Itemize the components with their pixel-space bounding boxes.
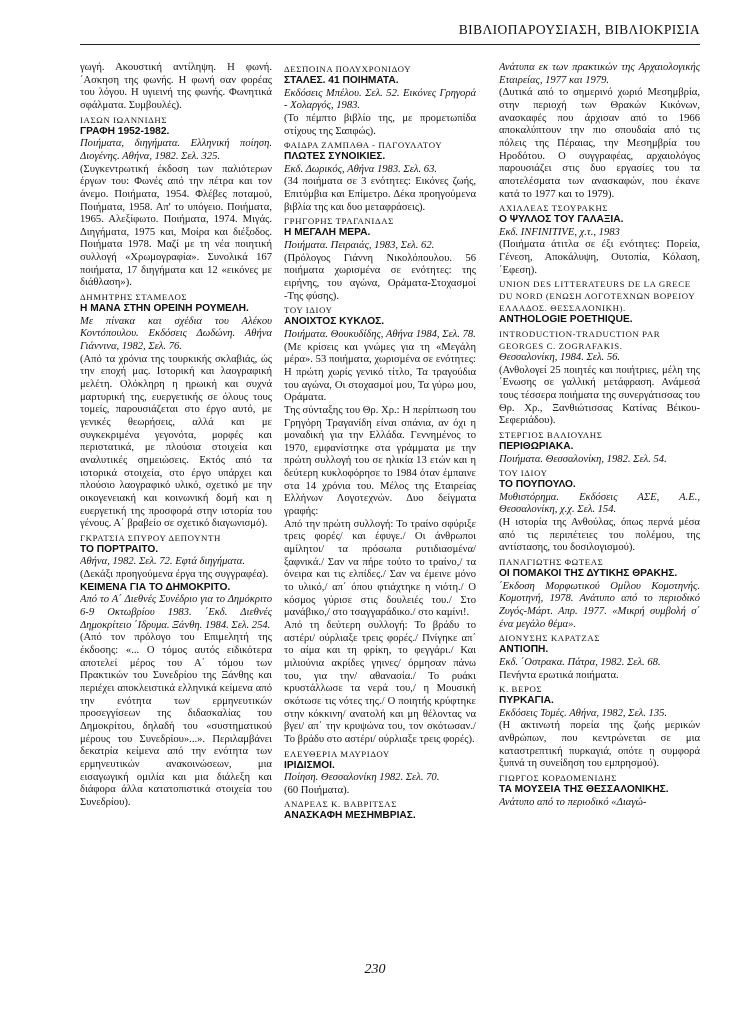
entry-author: ΤΟΥ ΙΔΙΟΥ xyxy=(284,305,333,316)
entry-publication: Ποιήματα. Πειραιάς, 1983, Σελ. 62. xyxy=(284,240,435,252)
entry-author: ΔΕΣΠΟΙΝΑ ΠΟΛΥΧΡΟΝΙΔΟΥ xyxy=(284,64,412,74)
column-2 xyxy=(284,62,476,967)
entry-title: Ο ΨΥΛΛΟΣ ΤΟΥ ΓΑΛΑΞΙΑ. xyxy=(499,214,624,226)
entry-author: ΔΗΜΗΤΡΗΣ ΣΤΑΜΕΛΟΣ xyxy=(80,292,188,303)
header-rule xyxy=(80,44,700,45)
entry-publication: Ανάτυπα εκ των πρακτικών της Αρχαιολογικής Εταιρείας, 1977 και 1979. xyxy=(499,62,700,86)
entry-title: ΙΡΙΔΙΣΜΟΙ. xyxy=(284,759,335,771)
entry-author: ΓΙΩΡΓΟΣ ΚΟΡΔΟΜΕΝΙΔΗΣ xyxy=(499,773,617,784)
entry-description: (Δυτικά από το σημερινό χωριό Μεσημβρία, στην περιοχή των Θρακών Κικόνων, ανασκαφές που άρχισαν από το 1966 αποκαλύπτουν την πιο σπουδαία από τις πόλεις της Πέραιας, την Μεσημβρία του Ηροδότου. Ο συγγραφέας, αρχαιολόγος παρουσιάζει στις δυο εργασίες του τα αποτελέσματα των ανασκαφών, που έκανε κατά το 1977 και το 1979). xyxy=(499,87,700,200)
entry-title: ΠΥΡΚΑΓΙΑ. xyxy=(499,695,554,707)
entry-publication: Αθήνα, 1982. Σελ. 72. Εφτά διηγήματα. xyxy=(80,556,245,568)
entry-description: (Πρόλογος Γιάννη Νικολόπουλου. 56 ποιήματα χωρισμένα σε ενότητες: της ειρήνης, του αγώνα, Οράματα-Στοχασμοί -Της φύσης). xyxy=(284,252,476,302)
entry-publication: Ποίηση. Θεσσαλονίκη 1982. Σελ. 70. xyxy=(284,772,440,784)
entry-description: (34 ποιήματα σε 3 ενότητες: Εικόνες ζωής, Επιτύμβια και Επίμετρο. Δέκα προηγούμενα βιβλία της και δυο μεταφράσεις). xyxy=(284,176,476,213)
entry-author: ΦΑΙΔΡΑ ΖΑΜΠΑΘΑ - ΠΑΓΟΥΛΑΤΟΥ xyxy=(284,140,443,151)
entry-title: ΓΡΑΦΗ 1952-1982. xyxy=(80,125,170,137)
page-number: 230 xyxy=(364,962,386,977)
entry-title: ΑΝΤΙΟΠΗ. xyxy=(499,644,549,656)
entry-publication: Ποιήματα, διηγήματα. Ελληνική ποίηση. Διογένης. Αθήνα, 1982. Σελ. 325. xyxy=(80,138,272,162)
entry-author: UNION DES LITTERATEURS DE LA GRECE DU NORD (ΕΝΩΣΗ ΛΟΓΟΤΕΧΝΩΝ ΒΟΡΕΙΟΥ ΕΛΛΑΔΟΣ. ΘΕΣΣΑΛΟΝΙΚΗ). xyxy=(499,279,695,314)
entry-author: ΑΧΙΛΛΕΑΣ ΤΣΟΥΡΑΚΗΣ xyxy=(499,203,609,214)
entry-author: Κ. ΒΕΡΟΣ xyxy=(499,684,543,695)
entry-publication: ΄Εκδοση Μορφωτικού Ομίλου Κομοτηνής. Κομοτηνή, 1978. Ανάτυπο από το περιοδικό Ζυγός-Μάρτ. Απρ. 1977. «Μικρή συμβολή σ΄ ένα μεγάλο θέμα». xyxy=(499,580,700,630)
entry-title: ΟΙ ΠΟΜΑΚΟΙ ΤΗΣ ΔΥΤΙΚΗΣ ΘΡΑΚΗΣ. xyxy=(499,568,678,580)
entry-description: (Ανθολογεί 25 ποιητές και ποιήτριες, μέλη της ΄Ενωσης σε γαλλική μετάφραση. Ανάμεσά τους τέσσερα ποιήματα της συνεργάτισσας του Θρ. Χρ., Ξανθιώτισσας Κατίνας Βέικου-Σεφεριάδου). xyxy=(499,364,700,427)
entry-title: ΤΟ ΠΟΡΤΡΑΙΤΟ. xyxy=(80,543,159,555)
column-1 xyxy=(80,62,272,967)
entry-description: Της σύνταξης του Θρ. Χρ.: Η περίπτωση του Γρηγόρη Τραγανίδη είναι σπάνια, αν όχι η μοναδική για την Ελλάδα. Γεννημένος το 1970, εμφανίστηκε στα γράμματα με την πρώτη συλλογή του σε ηλικία 13 ετών και η δεύτερη κυκλοφόρησε το 1984 όταν έμπαινε στα 14 χρόνια του. Μέλος της Εταιρείας Ελλήνων Λογοτεχνών. Δυο δείγματα γραφής: xyxy=(284,404,476,518)
entry-publication: Εκδ. ΄Οστρακα. Πάτρα, 1982. Σελ. 68. xyxy=(499,656,661,668)
entry-author: ΙΑΣΩΝ ΙΩΑΝΝΙΔΗΣ xyxy=(80,114,168,125)
entry-title: ΚΕΙΜΕΝΑ ΓΙΑ ΤΟ ΔΗΜΟΚΡΙΤΟ. xyxy=(80,581,231,593)
entry-author: INTRODUCTION-TRADUCTION PAR GEORGES C. ZOGRAFAKIS. xyxy=(499,329,661,352)
entry-author: ΓΚΡΑΤΣΙΑ ΣΠΥΡΟΥ ΔΕΠΟΥΝΤΗ xyxy=(80,532,221,543)
entry-title: ΣΤΑΛΕΣ. 41 ΠΟΙΗΜΑΤΑ. xyxy=(284,75,399,86)
entry-title: ΠΛΩΤΕΣ ΣΥΝΟΙΚΙΕΣ. xyxy=(284,151,386,163)
entry-publication: Θεσσαλονίκη, 1984. Σελ. 56. xyxy=(499,352,621,364)
entry-description: Πενήντα ερωτικά ποιήματα. xyxy=(499,669,619,681)
entry-title: Η ΜΕΓΑΛΗ ΜΕΡΑ. xyxy=(284,227,371,239)
entry-title: ΑΝΑΣΚΑΦΗ ΜΕΣΗΜΒΡΙΑΣ. xyxy=(284,810,416,822)
entry-description: (Το πέμπτο βιβλίο της, με προμετωπίδα στίχους της Σαπφώς). xyxy=(284,112,476,137)
entry-publication: Ανάτυπο από το περιοδικό «Διαγώ- xyxy=(499,796,647,808)
entry-title: Η ΜΑΝΑ ΣΤΗΝ ΟΡΕΙΝΗ ΡΟΥΜΕΛΗ. xyxy=(80,303,249,315)
entry-author: ΔΙΟΝΥΣΗΣ ΚΑΡΑΤΖΑΣ xyxy=(499,633,601,644)
entry-author: ΑΝΔΡΕΑΣ Κ. ΒΑΒΡΙΤΣΑΣ xyxy=(284,799,397,810)
entry-title: ΤΑ ΜΟΥΣΕΙΑ ΤΗΣ ΘΕΣΣΑΛΟΝΙΚΗΣ. xyxy=(499,784,669,796)
entry-publication: Με πίνακα και σχέδια του Αλέκου Κοντόπουλου. Εκδόσεις Δωδώνη. Αθήνα Γιάννινα, 1982, Σελ. 76. xyxy=(80,315,272,352)
entry-publication: Μυθιστόρημα. Εκδόσεις ΑΣΕ, Α.Ε., Θεσσαλονίκη, χ.χ. Σελ. 154. xyxy=(499,491,700,516)
entry-publication: Ποιήματα. Θουκυδίδης, Αθήνα 1984, Σελ. 78. xyxy=(284,328,476,340)
entry-description: Από τη δεύτερη συλλογή: Το βράδυ το αστέρι/ ούρλιαξε τρεις φορές./ Πνίγηκε απ΄ το αίμα και τη φρίκη, το φεγγάρι./ Και μιλιούνια ακρίδες γηινες/ όρμησαν πάνω του, για την/ αθανασία./ Το ρυάκι κρυστάλλωσε τα νερά του,/ η Μουσική σκότωσε τις νότες της./ Ο ποιητής κρύφτηκε στην κόκκινη/ ανατολή και μη θέλοντας να βγει/ απ΄ την κρυψώνα του, τον σκότωσαν./ Το βράδυ στο αστέρι/ ούρλιαξε τρεις φορές). xyxy=(284,620,476,745)
entry-author: ΣΤΕΡΓΙΟΣ ΒΑΛΙΟΥΛΗΣ xyxy=(499,429,603,440)
text-columns xyxy=(80,62,700,967)
entry-description: (Από τα χρόνια της τουρκικής σκλαβιάς, ώς την εποχή μας. Ιστορική και λαογραφική μελέτη. Ολόκληρη η ηρωική και συχνά μαρτυρική της, ευεργετικής σε όλους τους τομείς, παρουσιάζεται στο έργο αυτό, με γενικές θεωρήσεις, αλλά και με συγκεκριμένα γεγονότα, μορφές και περιστατικά, με πλούσια στοιχεία και αναλυτικές σημειώσεις. Εκτός από τα ιστορικά στοιχεία, στο έργο υπάρχει και πλούσιο λαογραφικό υλικό, σχετικό με την οικογενειακή και κοινωνική δομή και η ευεργετική της προσφορά στην ιστορία του γένους. Α΄ βραβείο σε σχετικό διαγωνισμό). xyxy=(80,353,272,530)
running-header: ΒΙΒΛΙΟΠΑΡΟΥΣΙΑΣΗ, ΒΙΒΛΙΟΚΡΙΣΙΑ xyxy=(458,22,700,37)
entry-description: (60 Ποιήματα). xyxy=(284,784,350,796)
entry-description: (Η ιστορία της Ανθούλας, όπως περνά μέσα από τις περιπέτειες του πολέμου, της αντίστασης, του δοσιλογισμού). xyxy=(499,517,700,554)
entry-title: ANTHOLOGIE POETHIQUE. xyxy=(499,314,633,326)
entry-publication: Ποιήματα. Θεσσαλονίκη, 1982. Σελ. 54. xyxy=(499,453,667,465)
entry-description: (Ποιήματα άτιτλα σε έξι ενότητες: Πορεία, Γένεση, Αποκάλυψη, Ουτοπία, Κόλαση, ΄Εφεση). xyxy=(499,239,700,276)
entry-publication: Εκδόσεις Τομές. Αθήνα, 1982, Σελ. 135. xyxy=(499,707,668,719)
entry-description: (Με κρίσεις και γνώμες για τη «Μεγάλη μέρα». 53 ποιήματα, χωρισμένα σε ενότητες: Η πρώτη χωρίς γενικό τίτλο, Τα τραγούδια του αγώνα, Οι στοχασμοί μου, Τα γύρω μου, Οράματα. xyxy=(284,341,476,404)
entry-author: ΓΡΗΓΟΡΗΣ ΤΡΑΓΑΝΙΔΑΣ xyxy=(284,216,394,227)
entry-publication: Εκδ. INFINITIVE, χ.τ., 1983 xyxy=(499,226,620,238)
column-3 xyxy=(499,62,700,967)
entry-title: ΠΕΡΙΘΩΡΙΑΚΑ. xyxy=(499,440,574,452)
entry-title: ΑΝΟΙΧΤΟΣ ΚΥΚΛΟΣ. xyxy=(284,316,385,328)
entry-author: ΤΟΥ ΙΔΙΟΥ xyxy=(499,468,548,479)
entry-description: Από την πρώτη συλλογή: Το τραίνο σφύριξε τρεις φορές/ και έφυγε./ Οι άνθρωποι αμίλητοι/ τα πρόσωπα ρυτιδιασμένα/ ξαφνικά./ Σαν να πήρε τούτο το τραίνο,/ τα όνειρα και τις ελπίδες./ Σαν να έμεινε μόνο το υλικό,/ απ΄ όπου φτιάχτηκε η νιότη./ Ο κόσμος γύρισε στις δουλειές του./ Στο μανάβικο,/ στο τσαγγαράδικο./ στο καμίνι!. xyxy=(284,518,476,619)
entry-description: (Η ακτινωτή πορεία της ζωής μερικών ανθρώπων, που κεντρώνεται σε μια καταστρεπτική πυρκαγιά, οπότε η συμφορά ξυπνά τη συνείδηση του εμπρησμού). xyxy=(499,720,700,770)
entry-description: γωγή. Ακουστική αντίληψη. Η φωνή. ΄Ασκηση της φωνής. Η φωνή σαν φορέας του λόγου. Η υγιεινή της φωνής. Φωνητικά σφάλματα. Συμβουλές). xyxy=(80,62,272,111)
entry-description: (Δεκάξι προηγούμενα έργα της συγγραφέα). xyxy=(80,569,269,581)
entry-author: ΕΛΕΥΘΕΡΙΑ ΜΑΥΡΙΔΟΥ xyxy=(284,748,390,759)
entry-publication: Εκδόσεις Μπέλου. Σελ. 52. Εικόνες Γρηγορά - Χολαργός, 1983. xyxy=(284,87,476,112)
entry-author: ΠΑΝΑΓΙΩΤΗΣ ΦΩΤΕΑΣ xyxy=(499,557,604,568)
entry-publication: Εκδ. Δωρικός, Αθήνα 1983. Σελ. 63. xyxy=(284,163,438,175)
entry-publication: Από το Α΄ Διεθνές Συνέδριο για το Δημόκριτο 6-9 Οκτωβρίου 1983. ΄Εκδ. Διεθνές Δημοκρίτειο ΄Ιδρυμα. Ξάνθη. 1984. Σελ. 254. xyxy=(80,594,272,631)
entry-title: ΤΟ ΠΟΥΠΟΥΛΟ. xyxy=(499,479,576,491)
entry-description: (Από τον πρόλογο του Επιμελητή της έκδοσης: «... Ο τόμος αυτός ειδικότερα αποτελεί μέρος του Α΄ τόμου των Πρακτικών του Συνεδρίου της Ξάνθης και περιέχει αποκλειστικά ελληνικά κείμενα από την ενότητα των ερμηνευτικών προσεγγίσεων της διδασκαλίας του Δημοκρίτου, δηλαδή του «συστηματικού μέρους του Συνεδρίου»...». Περιλαμβάνει δεκατρία κείμενα από την ενότητα των ερμηνευτικών ανακοινώσεων, μια εισαγωγική ομιλία και μια διάλεξη και διάφορα άλλα κατατοπιστικά στοιχεία του Συνεδρίου). xyxy=(80,632,272,808)
entry-description: (Συγκεντρωτική έκδοση των παλιότερων έργων του: Φωνές από την πέτρα και τον άνεμο. Ποιήματα, 1954. Φλέβες ποταμού, Ποιήματα, 1958. Απ' το υπόγειο. Ποιήματα, 1965. Αλεξίφωτο. Ποιήματα, 1974. Μιγάς. Διηγήματα, 1975 και, Μοίρα και διέξοδος. Ποιήματα 1978. Μαζί με τη νέα ποιητική συλλογή «Χρωμογραφία». Συνολικά 167 ποιήματα, 17 διηγήματα και 12 «εικόνες με διάθλαση»). xyxy=(80,163,272,289)
